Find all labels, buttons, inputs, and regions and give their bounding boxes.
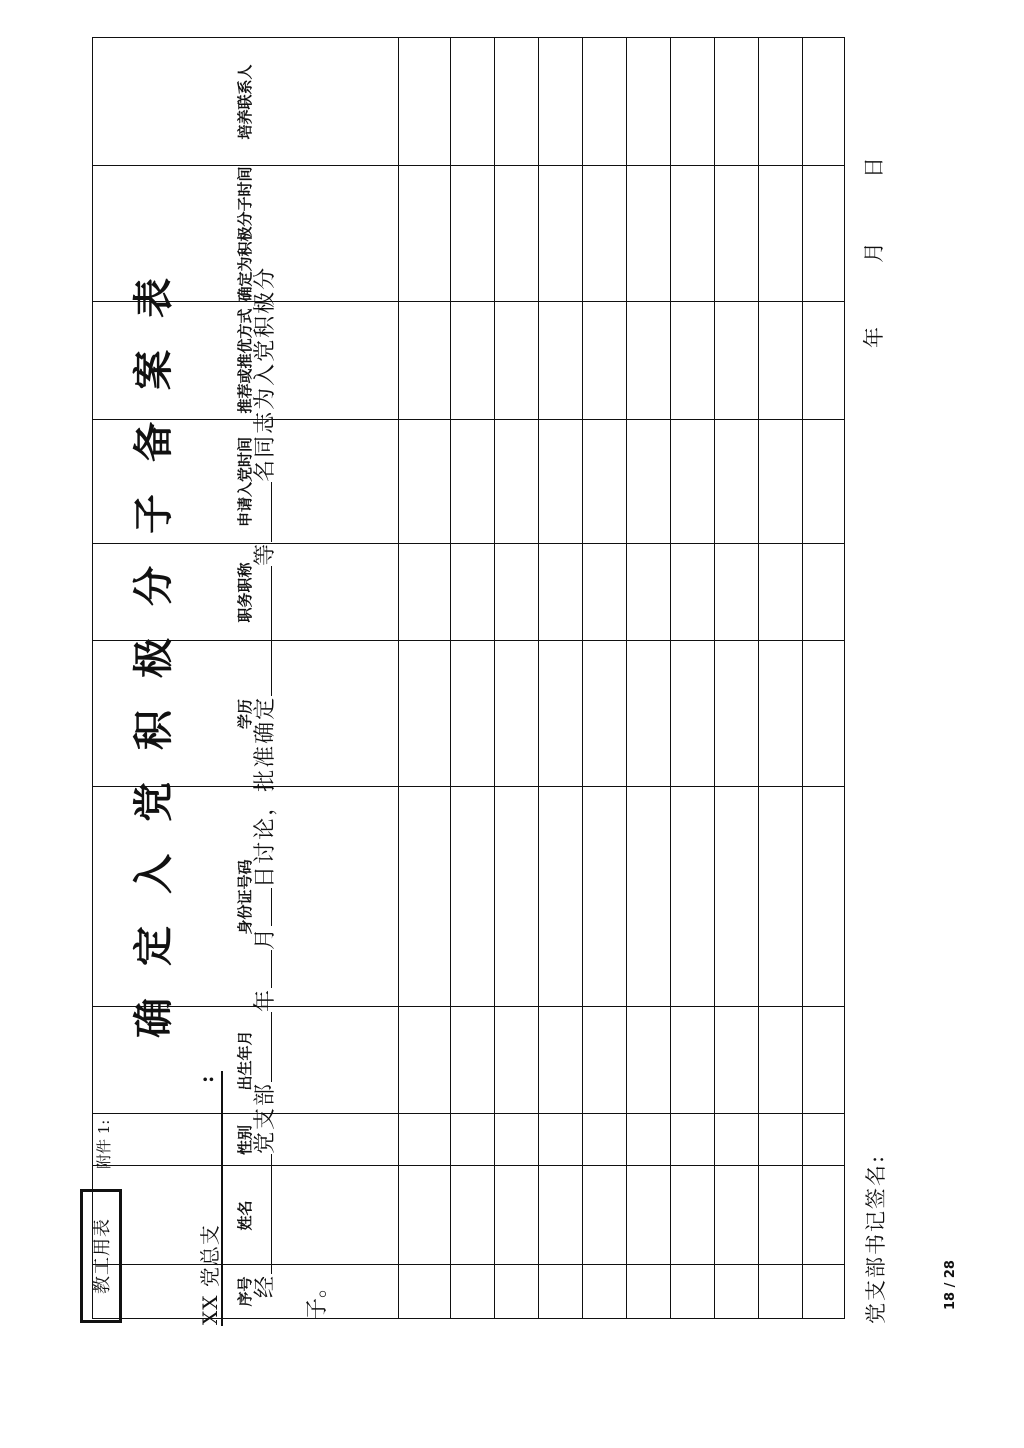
row-divider — [494, 38, 495, 1318]
row-divider — [450, 38, 451, 1318]
signature-date: 年月日 — [862, 157, 886, 348]
header-activist-time: 确定为积极 分子时间 — [236, 166, 255, 302]
secretary-signature-label: 党支部书记签名: — [864, 1153, 888, 1324]
page-number: 18 / 28 — [943, 1260, 958, 1310]
sentence-part7: 名同志为入党积极分 — [253, 265, 278, 482]
header-education: 学历 — [236, 699, 255, 730]
header-contact-person: 培养联系人 — [236, 64, 255, 140]
row-divider — [670, 38, 671, 1318]
row-divider — [714, 38, 715, 1318]
header-birth: 出生年月 — [236, 1030, 255, 1091]
row-divider — [626, 38, 627, 1318]
header-recommend-method: 推荐或 推优方式 — [236, 308, 255, 414]
row-divider — [538, 38, 539, 1318]
row-divider — [758, 38, 759, 1318]
row-divider — [582, 38, 583, 1318]
branch-colon: : — [194, 1075, 218, 1083]
row-divider — [398, 38, 399, 1318]
party-branch-name: XX 党总支 — [198, 1224, 222, 1325]
header-gender: 性 别 — [236, 1124, 255, 1156]
filing-table — [92, 37, 845, 1319]
header-id-number: 身份证号码 — [236, 859, 255, 935]
header-name: 姓名 — [236, 1200, 255, 1231]
sentence-part4: 月 — [253, 925, 278, 950]
staff-use-badge: 教工用表 — [80, 1189, 122, 1323]
page-title: 确定入党积极分子备案表 — [130, 246, 177, 1038]
sentence-part3: 年 — [253, 987, 278, 1012]
attachment-label: 附件 1: — [95, 1119, 113, 1169]
row-divider — [802, 38, 803, 1318]
header-position: 职务职称 — [236, 562, 255, 623]
header-seq: 序 号 — [236, 1276, 255, 1307]
sentence-part1: 经 — [253, 1273, 278, 1298]
sentence-part2: 党支部 — [253, 1081, 278, 1154]
sentence-part6: 等 — [253, 541, 278, 566]
approval-sentence-tail: 子。 — [305, 1275, 330, 1320]
sentence-part5: 日讨论，批准确定 — [253, 695, 278, 888]
header-application-time: 申请入党 时间 — [236, 436, 255, 528]
